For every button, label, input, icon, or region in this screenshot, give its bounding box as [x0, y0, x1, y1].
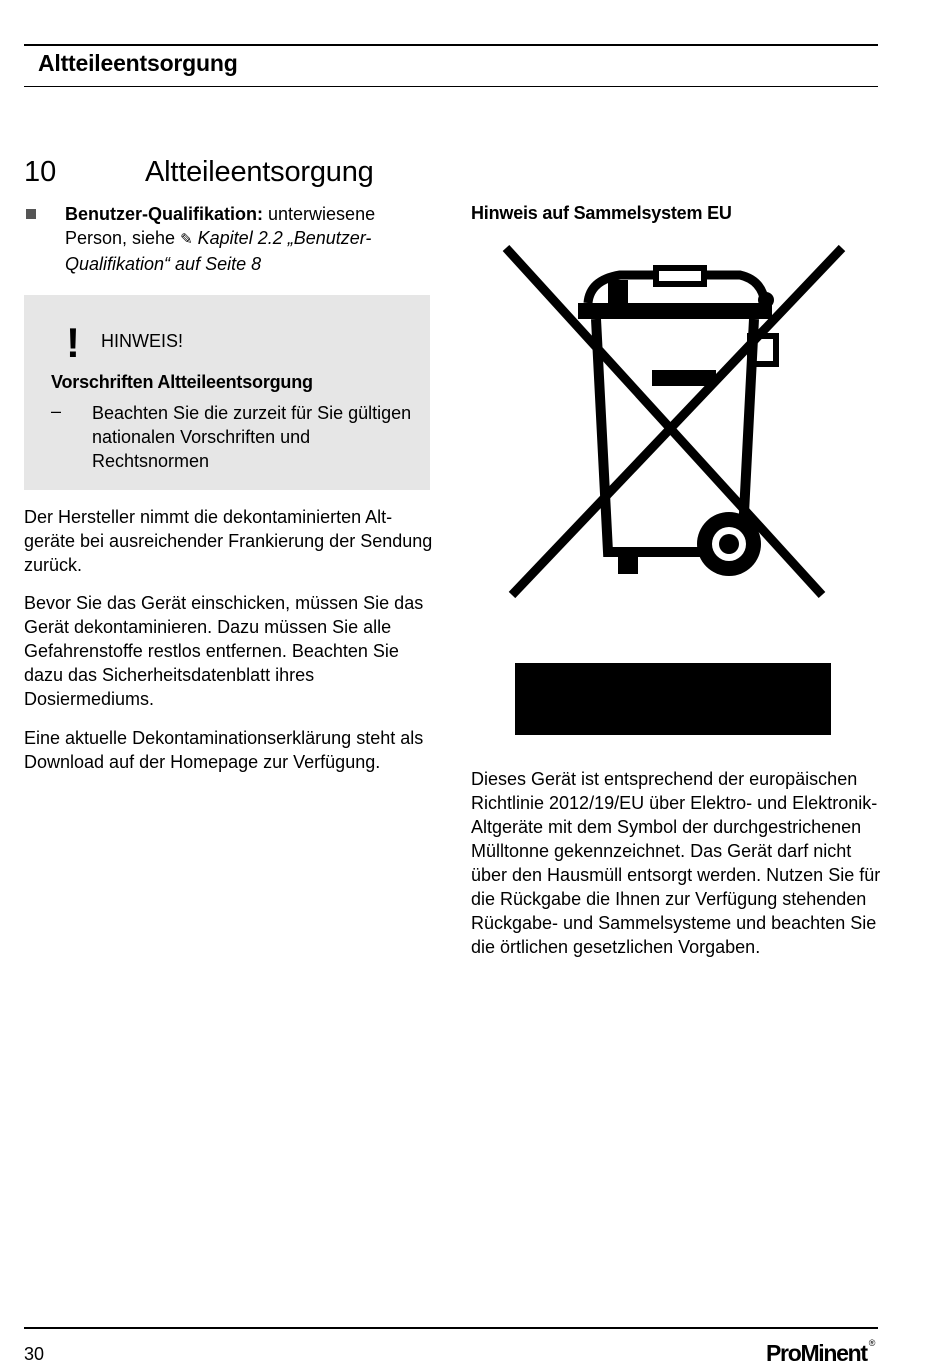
notice-dash: – — [51, 401, 62, 421]
notice-heading: HINWEIS! — [101, 331, 184, 351]
brand-logo — [766, 1340, 875, 1367]
registered-mark: ® — [868, 1338, 876, 1348]
chapter-number: 10 — [24, 156, 57, 188]
header-top-rule — [24, 44, 878, 46]
qualification-label: Benutzer-Qualifikation: — [65, 204, 264, 224]
page-number: 30 — [24, 1344, 45, 1364]
qualification-text: unterwiesene Person, siehe — [65, 204, 376, 248]
cross-reference-arrow-icon: ✎ — [180, 231, 193, 248]
paragraph-decontaminate: Bevor Sie das Gerät einschicken, müssen Sie das Gerät dekontaminieren. Dazu müssen Sie alle Gefahrenstoffe restlos entfernen. Beachten Sie dazu das Sicherheitsdatenblatt ihres Dosiermediums. — [24, 593, 424, 709]
chapter-title: Altteileentsorgung — [145, 156, 374, 188]
notice-item: Beachten Sie die zurzeit für Sie gültigen nationalen Vorschriften und Rechtsnormen — [92, 403, 412, 471]
eu-section-heading: Hinweis auf Sammelsystem EU — [471, 203, 732, 223]
user-qualification — [65, 202, 425, 276]
footer-rule — [24, 1327, 878, 1329]
bullet-square-icon — [26, 209, 36, 219]
crossed-out-wheelie-bin-icon — [500, 240, 850, 740]
paragraph-download: Eine aktuelle Dekontaminationserklärung steht als Download auf der Homepage zur Verfügung. — [24, 728, 424, 772]
logo-text: ProMinent — [766, 1340, 867, 1366]
paragraph-return: Der Hersteller nimmt die dekontaminierten Altgeräte bei ausreichender Frankierung der Sendung zurück. — [24, 507, 433, 575]
cross-reference-link[interactable]: Kapitel 2.2 „Benutzer-Qualifikation“ auf Seite 8 — [65, 228, 372, 274]
running-header-title: Altteileentsorgung — [38, 50, 238, 76]
exclamation-icon: ! — [66, 319, 80, 366]
header-bottom-rule — [24, 86, 878, 87]
notice-title: Vorschriften Altteileentsorgung — [51, 372, 313, 392]
eu-section-text: Dieses Gerät ist entsprechend der europäischen Richtlinie 2012/19/EU über Elektro- und Elektronik-Altgeräte mit dem Symbol der durchgestrichenen Mülltonne gekennzeichnet. Das Gerät darf nicht über den Hausmüll entsorgt werden. Nutzen Sie für die Rückgabe die Ihnen zur Verfügung stehenden Rückgabe- und Sammelsysteme und beachten Sie die örtlichen gesetzlichen Vorgaben. — [471, 769, 881, 957]
